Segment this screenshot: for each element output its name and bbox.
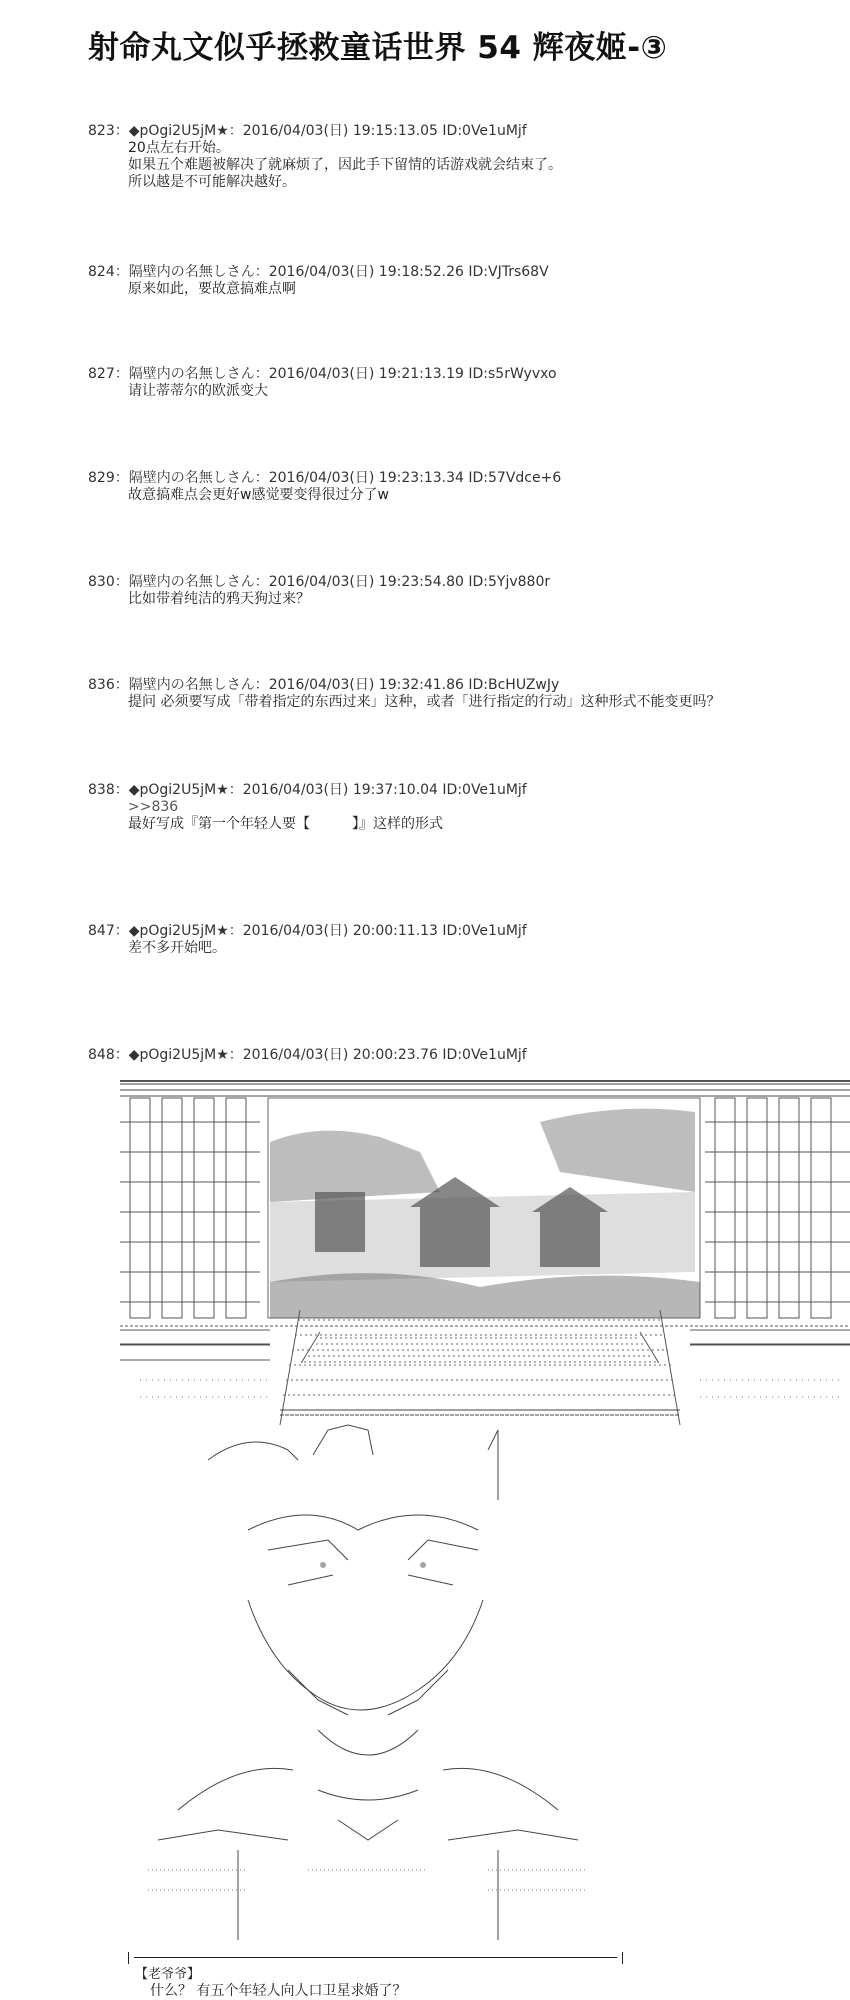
post-body xyxy=(88,694,828,711)
post-header: 838：◆pOgi2U5jM★：2016/04/03(日) 19:37:10.04 ID:0Ve1uMjf xyxy=(88,782,527,798)
scene-frame xyxy=(120,1080,850,1322)
post-line: 提问 必须要写成「带着指定的东西过来」这种，或者「进行指定的行动」这种形式不能变更吗？ xyxy=(128,694,721,710)
post-line: 请让蒂蒂尔的欧派变大 xyxy=(128,383,268,399)
post-line: 比如带着纯洁的鸦天狗过来？ xyxy=(128,591,310,607)
post-body xyxy=(88,487,828,504)
post-body xyxy=(88,281,828,298)
post-line: 故意搞难点会更好w感觉要变得很过分了w xyxy=(128,487,389,503)
post-header: 829：隔壁内の名無しさん：2016/04/03(日) 19:23:13.34 ID:57Vdce+6 xyxy=(88,470,562,486)
dialogue-divider xyxy=(128,1952,623,1964)
post-836 xyxy=(88,677,828,711)
post-header: 848：◆pOgi2U5jM★：2016/04/03(日) 20:00:23.76 ID:0Ve1uMjf xyxy=(88,1047,527,1063)
post-line: 原来如此，要故意搞难点啊 xyxy=(128,281,296,297)
post-body xyxy=(88,799,828,833)
post-824 xyxy=(88,264,828,298)
post-header: 824：隔壁内の名無しさん：2016/04/03(日) 19:18:52.26 ID:VJTrs68V xyxy=(88,264,549,280)
post-header: 823：◆pOgi2U5jM★：2016/04/03(日) 19:15:13.05 ID:0Ve1uMjf xyxy=(88,123,527,139)
divider-tick-right xyxy=(622,1952,623,1964)
divider-line xyxy=(134,1957,617,1958)
post-823 xyxy=(88,123,828,191)
post-body xyxy=(88,940,828,957)
post-829 xyxy=(88,470,828,504)
post-body xyxy=(88,140,828,191)
divider-tick-left xyxy=(128,1952,129,1964)
page-title: 射命丸文似乎拯救童话世界 54 辉夜姬-③ xyxy=(88,30,668,66)
post-line: 如果五个难题被解决了就麻烦了，因此手下留情的话游戏就会结束了。 xyxy=(128,157,562,173)
old-man-character-art xyxy=(118,1370,648,1955)
post-header: 827：隔壁内の名無しさん：2016/04/03(日) 19:21:13.19 ID:s5rWyvxo xyxy=(88,366,557,382)
post-847 xyxy=(88,923,828,957)
post-827 xyxy=(88,366,828,400)
post-body xyxy=(88,591,828,608)
post-header: 847：◆pOgi2U5jM★：2016/04/03(日) 20:00:11.13 ID:0Ve1uMjf xyxy=(88,923,527,939)
post-body xyxy=(88,383,828,400)
post-830 xyxy=(88,574,828,608)
dialogue-line: 什么？ 有五个年轻人向人口卫星求婚了？ xyxy=(150,1983,407,1999)
post-line: 20点左右开始。 xyxy=(128,140,230,156)
reply-link[interactable]: >>836 xyxy=(128,799,179,815)
speaker-label: 【老爷爷】 xyxy=(135,1967,201,1982)
post-838 xyxy=(88,782,828,833)
post-header: 830：隔壁内の名無しさん：2016/04/03(日) 19:23:54.80 ID:5Yjv880r xyxy=(88,574,551,590)
post-line: 所以越是不可能解决越好。 xyxy=(128,174,296,190)
post-line: 差不多开始吧。 xyxy=(128,940,226,956)
post-line: 最好写成『第一个年轻人要【 】』这样的形式 xyxy=(128,816,443,832)
post-848 xyxy=(88,1047,828,1064)
post-header: 836：隔壁内の名無しさん：2016/04/03(日) 19:32:41.86 ID:BcHUZwJy xyxy=(88,677,560,693)
